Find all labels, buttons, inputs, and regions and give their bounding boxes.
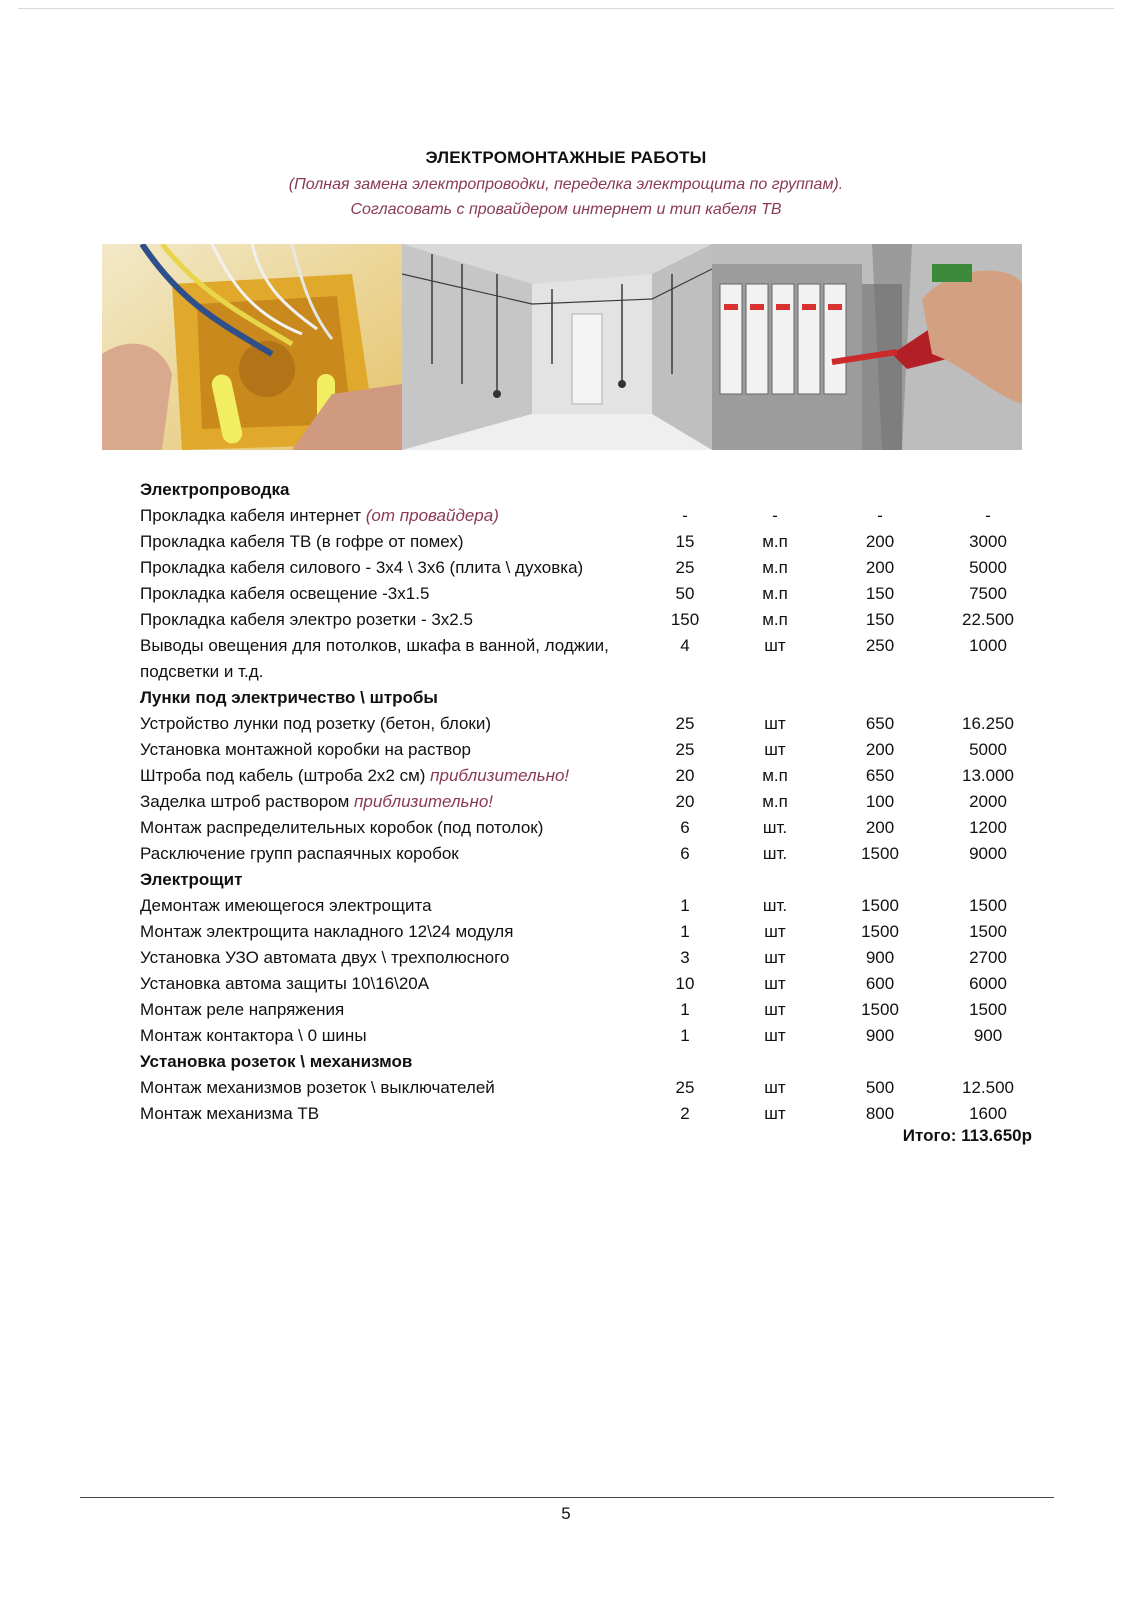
unit-cell: - bbox=[772, 506, 778, 525]
unit-cell: шт bbox=[764, 922, 786, 941]
work-name-text: Монтаж механизмов розеток \ выключателей bbox=[140, 1078, 495, 1097]
quantity-cell: 25 bbox=[675, 740, 695, 759]
table-row bbox=[140, 919, 1040, 945]
wall-cables-room-photo bbox=[402, 244, 712, 450]
work-name-text: Заделка штроб раствором bbox=[140, 792, 355, 811]
quantity-cell: 15 bbox=[675, 532, 695, 551]
work-name-text: Электропроводка bbox=[140, 480, 290, 499]
sum-cell: 1600 bbox=[969, 1104, 1007, 1123]
top-divider bbox=[18, 8, 1114, 9]
quantity-cell: 4 bbox=[680, 636, 690, 655]
sum-cell: 900 bbox=[973, 1026, 1003, 1045]
price-cell: 900 bbox=[865, 1026, 895, 1045]
quantity-cell: 6 bbox=[680, 818, 690, 837]
work-name bbox=[140, 789, 640, 815]
unit-cell: шт. bbox=[762, 896, 788, 915]
section-title bbox=[140, 477, 640, 503]
price-cell: 200 bbox=[865, 532, 895, 551]
section-header bbox=[140, 867, 1040, 893]
unit-cell: шт bbox=[764, 740, 786, 759]
work-name-text: Лунки под электричество \ штробы bbox=[140, 688, 438, 707]
price-cell: 200 bbox=[865, 558, 895, 577]
table-row bbox=[140, 1023, 1040, 1049]
table-row bbox=[140, 971, 1040, 997]
section-title bbox=[140, 1049, 640, 1075]
table-row bbox=[140, 789, 1040, 815]
quantity-cell: 20 bbox=[675, 792, 695, 811]
quantity-cell: 25 bbox=[675, 714, 695, 733]
page-number: 5 bbox=[561, 1504, 571, 1523]
circuit-breaker-panel-photo bbox=[712, 244, 1022, 450]
price-cell: 1500 bbox=[861, 896, 899, 915]
work-name-text: Монтаж реле напряжения bbox=[140, 1000, 345, 1019]
section-header bbox=[140, 1049, 1040, 1075]
work-name bbox=[140, 1101, 640, 1127]
work-name bbox=[140, 841, 640, 867]
quantity-cell: 6 bbox=[680, 844, 690, 863]
price-cell: 650 bbox=[865, 766, 895, 785]
price-cell: 1500 bbox=[861, 1000, 899, 1019]
subtitle-line-2: Согласовать с провайдером интернет и тип кабеля ТВ bbox=[350, 201, 782, 218]
quantity-cell: 3 bbox=[680, 948, 690, 967]
quantity-cell: 10 bbox=[675, 974, 695, 993]
table-row bbox=[140, 529, 1040, 555]
work-name-text: Монтаж электрощита накладного 12\24 модуля bbox=[140, 922, 514, 941]
work-name bbox=[140, 529, 640, 555]
price-cell: 500 bbox=[865, 1078, 895, 1097]
work-name bbox=[140, 607, 640, 633]
work-name-text: Расключение групп распаячных коробок bbox=[140, 844, 459, 863]
work-name-text: Установка розеток \ механизмов bbox=[140, 1052, 413, 1071]
sum-cell: 1000 bbox=[969, 636, 1007, 655]
price-cell: 200 bbox=[865, 740, 895, 759]
work-name bbox=[140, 555, 640, 581]
work-name bbox=[140, 711, 640, 737]
wiring-junction-box-photo bbox=[102, 244, 402, 450]
work-name-text: Установка УЗО автомата двух \ трехполюсного bbox=[140, 948, 510, 967]
section-header bbox=[140, 685, 1040, 711]
sum-cell: 1500 bbox=[969, 896, 1007, 915]
section-header bbox=[140, 477, 1040, 503]
sum-cell: 1200 bbox=[969, 818, 1007, 837]
unit-cell: шт. bbox=[762, 844, 788, 863]
quantity-cell: 1 bbox=[680, 896, 690, 915]
work-name bbox=[140, 581, 640, 607]
price-cell: 1500 bbox=[861, 844, 899, 863]
unit-cell: шт bbox=[764, 714, 786, 733]
unit-cell: шт bbox=[764, 1104, 786, 1123]
unit-cell: шт bbox=[764, 636, 786, 655]
quantity-cell: 25 bbox=[675, 558, 695, 577]
table-row bbox=[140, 841, 1040, 867]
price-cell: 100 bbox=[865, 792, 895, 811]
page-title: ЭЛЕКТРОМОНТАЖНЫЕ РАБОТЫ bbox=[425, 148, 707, 167]
section-title bbox=[140, 685, 640, 711]
table-row bbox=[140, 607, 1040, 633]
work-name-text: Установка монтажной коробки на раствор bbox=[140, 740, 471, 759]
footer-divider bbox=[80, 1497, 1054, 1498]
table-row bbox=[140, 581, 1040, 607]
work-name-text: Прокладка кабеля силового - 3х4 \ 3х6 (плита \ духовка) bbox=[140, 558, 584, 577]
unit-cell: м.п bbox=[762, 584, 788, 603]
price-cell: 600 bbox=[865, 974, 895, 993]
unit-cell: м.п bbox=[762, 610, 788, 629]
sum-cell: - bbox=[985, 506, 991, 525]
subtitle-line-1: (Полная замена электропроводки, переделка электрощита по группам). bbox=[288, 176, 844, 193]
work-name-text: Демонтаж имеющегося электрощита bbox=[140, 896, 432, 915]
total-amount: Итого: 113.650р bbox=[902, 1126, 1032, 1145]
price-cell: 200 bbox=[865, 818, 895, 837]
sum-cell: 3000 bbox=[969, 532, 1007, 551]
table-row bbox=[140, 1075, 1040, 1101]
unit-cell: шт bbox=[764, 1078, 786, 1097]
table-row bbox=[140, 633, 1040, 685]
work-name-text: Прокладка кабеля интернет bbox=[140, 506, 366, 525]
sum-cell: 16.250 bbox=[962, 714, 1014, 733]
sum-cell: 5000 bbox=[969, 740, 1007, 759]
work-name-text: Выводы овещения для потолков, шкафа в ванной, лоджии, подсветки и т.д. bbox=[140, 636, 609, 681]
table-row bbox=[140, 997, 1040, 1023]
quantity-cell: 150 bbox=[670, 610, 700, 629]
quantity-cell: 1 bbox=[680, 1026, 690, 1045]
sum-cell: 22.500 bbox=[962, 610, 1014, 629]
price-cell: 250 bbox=[865, 636, 895, 655]
sum-cell: 1500 bbox=[969, 922, 1007, 941]
table-row bbox=[140, 763, 1040, 789]
quantity-cell: 1 bbox=[680, 1000, 690, 1019]
work-name-text: Прокладка кабеля освещение -3х1.5 bbox=[140, 584, 430, 603]
work-name bbox=[140, 503, 640, 529]
unit-cell: м.п bbox=[762, 766, 788, 785]
unit-cell: шт bbox=[764, 974, 786, 993]
table-row bbox=[140, 555, 1040, 581]
work-note: (от провайдера) bbox=[365, 506, 499, 525]
unit-cell: м.п bbox=[762, 532, 788, 551]
price-cell: 1500 bbox=[861, 922, 899, 941]
work-name bbox=[140, 1023, 640, 1049]
work-name bbox=[140, 893, 640, 919]
unit-cell: м.п bbox=[762, 792, 788, 811]
photo-strip bbox=[102, 244, 1022, 450]
section-title bbox=[140, 867, 640, 893]
sum-cell: 9000 bbox=[969, 844, 1007, 863]
sum-cell: 1500 bbox=[969, 1000, 1007, 1019]
work-name bbox=[140, 737, 640, 763]
quantity-cell: 20 bbox=[675, 766, 695, 785]
work-name-text: Устройство лунки под розетку (бетон, блоки) bbox=[140, 714, 492, 733]
price-cell: - bbox=[877, 506, 883, 525]
price-cell: 800 bbox=[865, 1104, 895, 1123]
work-name-text: Электрощит bbox=[140, 870, 243, 889]
sum-cell: 6000 bbox=[969, 974, 1007, 993]
work-name bbox=[140, 971, 640, 997]
quantity-cell: 50 bbox=[675, 584, 695, 603]
work-name-text: Прокладка кабеля электро розетки - 3х2.5 bbox=[140, 610, 473, 629]
unit-cell: м.п bbox=[762, 558, 788, 577]
unit-cell: шт. bbox=[762, 818, 788, 837]
table-row bbox=[140, 945, 1040, 971]
quantity-cell: - bbox=[682, 506, 688, 525]
work-name-text: Монтаж механизма ТВ bbox=[140, 1104, 320, 1123]
quantity-cell: 1 bbox=[680, 922, 690, 941]
price-cell: 150 bbox=[865, 610, 895, 629]
table-row bbox=[140, 737, 1040, 763]
table-row bbox=[140, 503, 1040, 529]
quantity-cell: 2 bbox=[680, 1104, 690, 1123]
sum-cell: 12.500 bbox=[962, 1078, 1014, 1097]
work-name bbox=[140, 919, 640, 945]
work-name bbox=[140, 633, 640, 685]
work-name-text: Монтаж контактора \ 0 шины bbox=[140, 1026, 367, 1045]
table-row bbox=[140, 1101, 1040, 1127]
table-row bbox=[140, 893, 1040, 919]
unit-cell: шт bbox=[764, 1026, 786, 1045]
work-name-text: Установка автома защиты 10\16\20А bbox=[140, 974, 430, 993]
work-note: приблизительно! bbox=[430, 766, 570, 785]
table-row bbox=[140, 711, 1040, 737]
price-cell: 900 bbox=[865, 948, 895, 967]
price-cell: 650 bbox=[865, 714, 895, 733]
work-name-text: Монтаж распределительных коробок (под потолок) bbox=[140, 818, 544, 837]
price-cell: 150 bbox=[865, 584, 895, 603]
sum-cell: 5000 bbox=[969, 558, 1007, 577]
price-table bbox=[140, 477, 1040, 1127]
work-note: приблизительно! bbox=[354, 792, 494, 811]
work-name-text: Прокладка кабеля ТВ (в гофре от помех) bbox=[140, 532, 464, 551]
work-name bbox=[140, 997, 640, 1023]
unit-cell: шт bbox=[764, 948, 786, 967]
quantity-cell: 25 bbox=[675, 1078, 695, 1097]
unit-cell: шт bbox=[764, 1000, 786, 1019]
sum-cell: 7500 bbox=[969, 584, 1007, 603]
table-row bbox=[140, 815, 1040, 841]
work-name bbox=[140, 1075, 640, 1101]
sum-cell: 13.000 bbox=[962, 766, 1014, 785]
work-name bbox=[140, 945, 640, 971]
sum-cell: 2000 bbox=[969, 792, 1007, 811]
work-name-text: Штроба под кабель (штроба 2х2 см) bbox=[140, 766, 431, 785]
work-name bbox=[140, 815, 640, 841]
sum-cell: 2700 bbox=[969, 948, 1007, 967]
work-name bbox=[140, 763, 640, 789]
